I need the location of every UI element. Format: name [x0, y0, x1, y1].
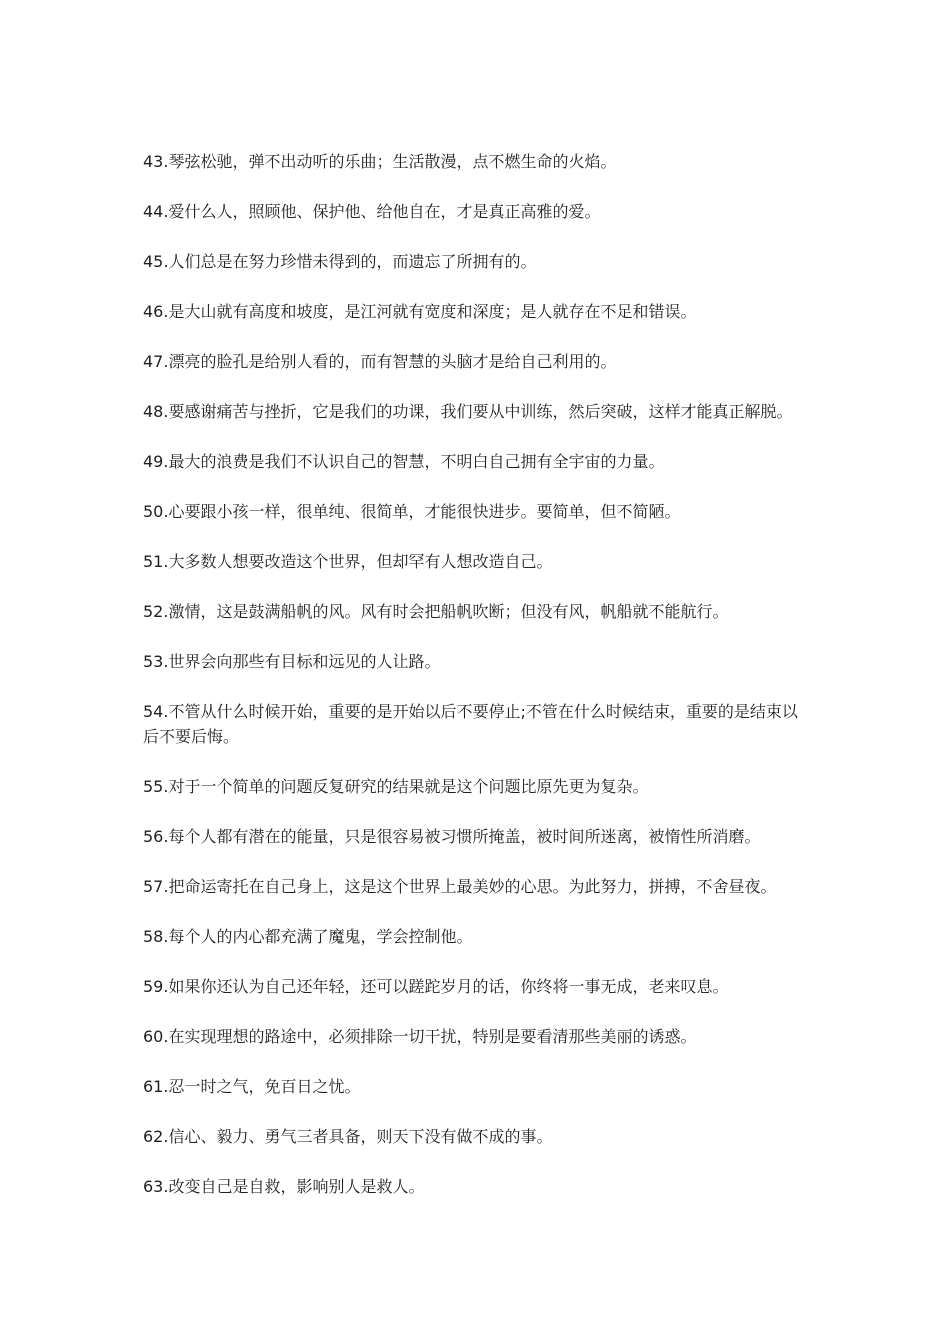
quote-item: 53.世界会向那些有目标和远见的人让路。	[143, 652, 441, 671]
quote-item: 45.人们总是在努力珍惜未得到的，而遗忘了所拥有的。	[143, 252, 537, 271]
quote-item: 52.激情，这是鼓满船帆的风。风有时会把船帆吹断；但没有风，帆船就不能航行。	[143, 602, 729, 621]
quote-item: 62.信心、毅力、勇气三者具备，则天下没有做不成的事。	[143, 1127, 553, 1146]
quote-item: 54.不管从什么时候开始，重要的是开始以后不要停止;不管在什么时候结束，重要的是结束以后不要后悔。	[143, 702, 798, 746]
quote-item: 47.漂亮的脸孔是给别人看的，而有智慧的头脑才是给自己利用的。	[143, 352, 617, 371]
quote-item: 43.琴弦松驰，弹不出动听的乐曲；生活散漫，点不燃生命的火焰。	[143, 152, 617, 171]
quote-item: 59.如果你还认为自己还年轻，还可以蹉跎岁月的话，你终将一事无成，老来叹息。	[143, 977, 729, 996]
quote-item: 58.每个人的内心都充满了魔鬼，学会控制他。	[143, 927, 473, 946]
quote-item: 49.最大的浪费是我们不认识自己的智慧，不明白自己拥有全宇宙的力量。	[143, 452, 665, 471]
quote-item: 50.心要跟小孩一样，很单纯、很简单，才能很快进步。要简单，但不简陋。	[143, 502, 681, 521]
quote-list	[143, 149, 833, 1224]
quote-item: 60.在实现理想的路途中，必须排除一切干扰，特别是要看清那些美丽的诱惑。	[143, 1027, 697, 1046]
quote-item: 44.爱什么人，照顾他、保护他、给他自在，才是真正高雅的爱。	[143, 202, 601, 221]
quote-item: 57.把命运寄托在自己身上，这是这个世界上最美妙的心思。为此努力，拼搏，不舍昼夜。	[143, 877, 777, 896]
quote-item: 56.每个人都有潜在的能量，只是很容易被习惯所掩盖，被时间所迷离，被惰性所消磨。	[143, 827, 761, 846]
quote-item: 48.要感谢痛苦与挫折，它是我们的功课，我们要从中训练，然后突破，这样才能真正解脱。	[143, 402, 793, 421]
quote-item: 63.改变自己是自救，影响别人是救人。	[143, 1177, 425, 1196]
quote-item: 46.是大山就有高度和坡度，是江河就有宽度和深度；是人就存在不足和错误。	[143, 302, 697, 321]
quote-item: 51.大多数人想要改造这个世界，但却罕有人想改造自己。	[143, 552, 553, 571]
quote-item: 61.忍一时之气，免百日之忧。	[143, 1077, 361, 1096]
quote-item: 55.对于一个简单的问题反复研究的结果就是这个问题比原先更为复杂。	[143, 777, 649, 796]
